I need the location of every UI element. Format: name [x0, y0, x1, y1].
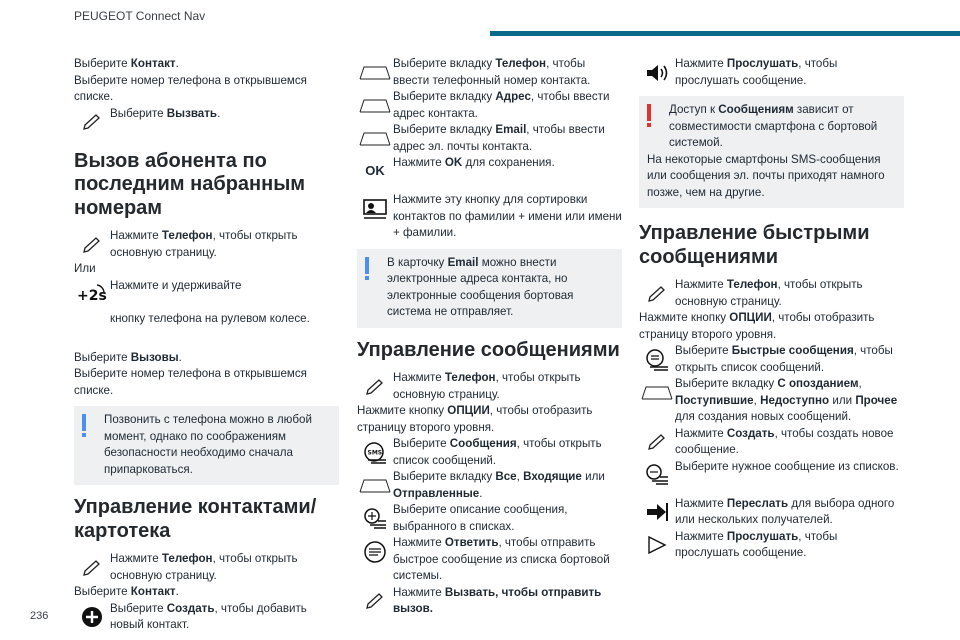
tab-icon — [639, 376, 675, 409]
pencil-icon — [74, 228, 110, 261]
instruction-row: Нажмите Вызвать, чтобы отправить вызов. — [357, 585, 622, 618]
column-2 — [357, 56, 622, 618]
forward-icon — [639, 496, 675, 529]
instruction-row: Выберите вкладку Телефон, чтобы ввести телефонный номер контакта. — [357, 56, 622, 89]
instruction-row: Нажмите Прослушать, чтобы прослушать сообщение. — [639, 56, 904, 89]
instruction-row: Нажмите Телефон, чтобы открыть основную страницу. — [357, 370, 622, 403]
paragraph: Выберите Контакт. — [74, 585, 179, 598]
instruction-row: Выберите вкладку Все, Входящие или Отправленные. — [357, 469, 622, 502]
section-heading: Управление контактами/ картотека — [74, 496, 317, 542]
svg-text:SMS: SMS — [367, 449, 383, 456]
instruction-row: Нажмите Телефон, чтобы открыть основную страницу. — [74, 228, 339, 261]
info-note: В карточку Email можно внести электронные адреса контакта, но электронные сообщения бортовая система не отправляет. — [357, 249, 622, 328]
section-heading: Управление сообщениями — [357, 338, 620, 361]
instruction-row: Нажмите Создать, чтобы создать новое сообщение. — [639, 426, 904, 459]
instruction-row: Выберите вкладку Email, чтобы ввести адрес эл. почты контакта. — [357, 122, 622, 155]
column-1 — [74, 56, 339, 634]
pencil-icon — [357, 370, 393, 403]
instruction-row: Нажмите Телефон, чтобы открыть основную страницу. — [639, 277, 904, 310]
reply-icon — [357, 535, 393, 568]
pencil-icon — [639, 277, 675, 310]
pencil-icon — [357, 585, 393, 618]
tab-icon — [357, 469, 393, 502]
instruction-row: кнопку телефона на рулевом колесе. — [110, 311, 310, 325]
instruction-row: Нажмите Телефон, чтобы открыть основную страницу. — [74, 551, 339, 584]
svg-text:+2s: +2s — [77, 288, 107, 304]
section-heading: Вызов абонента по последним набранным номерам — [74, 149, 306, 219]
instruction-row: Выберите нужное сообщение из списков. — [639, 459, 904, 492]
instruction-row: Выберите вкладку С опозданием, Поступившие, Недоступно или Прочее для создания новых сообщений. — [639, 376, 904, 426]
paragraph: Выберите Вызовы. — [74, 350, 182, 364]
instruction-row: Нажмите Переслать для выбора одного или нескольких получателей. — [639, 496, 904, 529]
info-note: Позвонить с телефона можно в любой момент, однако по соображениям безопасности необходимо сначала припарковаться. — [74, 406, 339, 485]
instruction-row: OK Нажмите OK для сохранения. — [357, 155, 622, 188]
pencil-icon — [639, 426, 675, 459]
speaker-icon — [639, 56, 675, 89]
warning-icon — [647, 104, 651, 121]
instruction-row: Выберите Быстрые сообщения, чтобы открыть список сообщений. — [639, 343, 904, 376]
quick-message-icon — [639, 343, 675, 376]
info-icon — [365, 257, 369, 274]
instruction-row: Нажмите Ответить, чтобы отправить быстрое сообщение из списка бортовой системы. — [357, 535, 622, 585]
sms-icon — [357, 436, 393, 469]
instruction-row: SMS Выберите Сообщения, чтобы открыть список сообщений. — [357, 436, 622, 469]
instruction-row: Выберите Вызвать. — [74, 106, 339, 139]
paragraph: Нажмите кнопку ОПЦИИ, чтобы отобразить страницу второго уровня. — [357, 404, 593, 434]
paragraph: Выберите номер телефона в открывшемся списке. — [74, 73, 307, 103]
play-icon — [639, 529, 675, 562]
header-accent-bar — [490, 31, 960, 36]
column-3 — [639, 56, 904, 562]
paragraph: Выберите Контакт. — [74, 57, 179, 70]
instruction-row: +2s Нажмите и удерживайте — [74, 278, 339, 311]
instruction-row: Выберите Создать, чтобы добавить новый контакт. — [74, 601, 339, 634]
message-details-icon — [357, 502, 393, 535]
tab-icon — [357, 56, 393, 89]
paragraph: Выберите номер телефона в открывшемся списке. — [74, 367, 307, 397]
pencil-icon — [74, 551, 110, 584]
page-number: 236 — [30, 610, 49, 622]
section-heading: Управление быстрыми сообщениями — [639, 222, 870, 268]
instruction-row: Выберите описание сообщения, выбранного в списках. — [357, 502, 622, 535]
instruction-row: Нажмите Прослушать, чтобы прослушать сообщение. — [639, 529, 904, 562]
tab-icon — [357, 89, 393, 122]
info-icon — [82, 414, 86, 431]
ok-icon: OK — [365, 163, 385, 179]
paragraph: Или — [74, 262, 96, 275]
tab-icon — [357, 122, 393, 155]
phone-hold-icon — [74, 278, 110, 311]
running-header: PEUGEOT Connect Nav — [74, 9, 206, 23]
add-circle-icon — [74, 601, 110, 634]
paragraph: Нажмите кнопку ОПЦИИ, чтобы отобразить страницу второго уровня. — [639, 311, 875, 341]
instruction-row: Выберите вкладку Адрес, чтобы ввести адрес контакта. — [357, 89, 622, 122]
instruction-row: Нажмите эту кнопку для сортировки контактов по фамилии + имени или имени + фамилии. — [357, 192, 622, 242]
message-details-icon — [639, 459, 675, 492]
warning-note: Доступ к Сообщениям зависит от совместимости смартфона с бортовой системой. На некоторые смартфоны SMS-сообщения или сообщения эл. почты приходят намного позже, чем на другие. — [639, 96, 904, 208]
sort-contacts-icon — [357, 192, 393, 225]
pencil-icon — [74, 106, 110, 139]
